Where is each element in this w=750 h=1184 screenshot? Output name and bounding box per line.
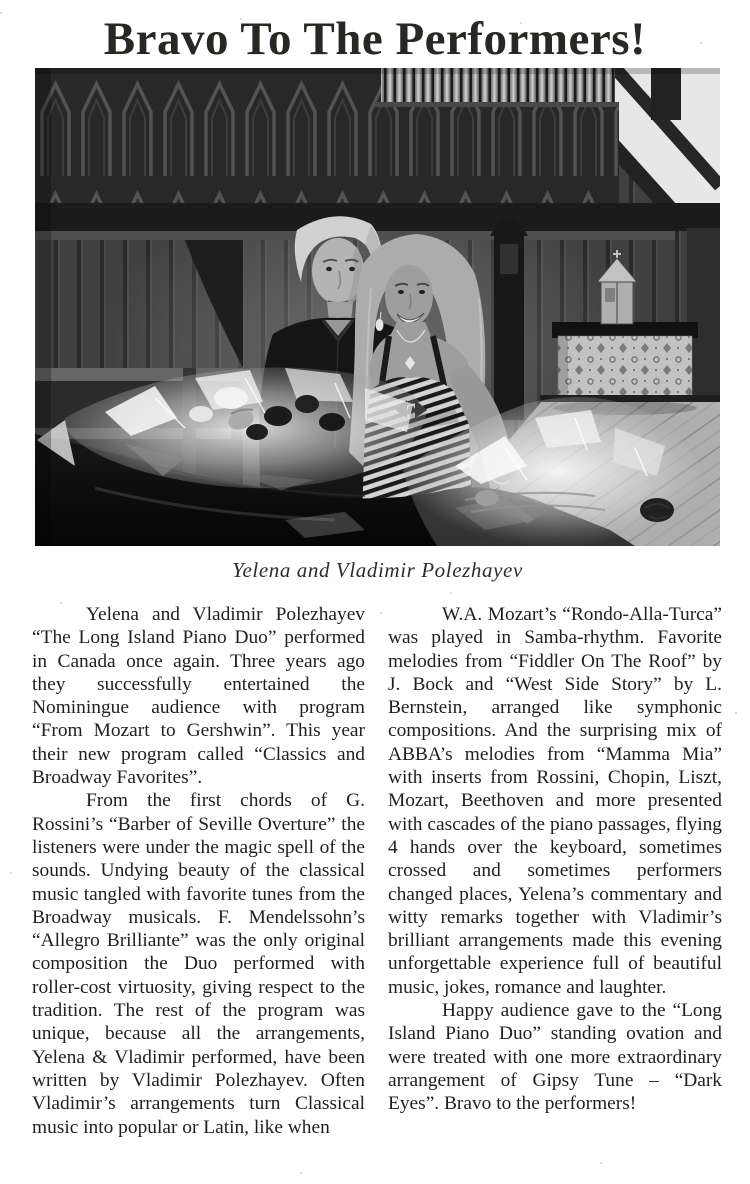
photo-figure — [35, 68, 720, 583]
performers-photo — [35, 68, 720, 546]
photo-caption: Yelena and Vladimir Polezhayev — [232, 558, 523, 582]
newsletter-page — [0, 12, 750, 1184]
photo-vignette-top — [35, 68, 720, 74]
article-paragraph: W.A. Mozart’s “Rondo-Alla-Turca” was played in Samba-rhythm. Favorite melodies from “Fiddler On The Roof” by J. Bock and “West Side Story” by L. Bernstein, arranged like symphonic compositions. And the surprising mix of ABBA’s melodies from “Mamma Mia” with inserts from Rossini, Chopin, Liszt, Mozart, Beethoven and more presented with cascades of the piano passages, flying 4 hands over the keyboard, sometimes crossed and sometimes performers changed places, Yelena’s commentary and witty remarks together with Vladimir’s brilliant arrangements made this evening unforgettable experience full of beautiful music, jokes, romance and laughter. — [388, 604, 722, 998]
scan-speckles — [0, 12, 2, 14]
left-column — [32, 603, 365, 1139]
article-paragraph: Yelena and Vladimir Polezhayev “The Long Island Piano Duo” performed in Canada once again. Three years ago they successfully entertained the Nominingue audience with program “From Mozart to Gershwin”. This year their new program called “Classics and Broadway Favorites”. — [32, 604, 365, 789]
article-paragraph: From the first chords of G. Rossini’s “Barber of Seville Overture” the listeners were under the magic spell of the sounds. Undying beauty of the classical music tangled with favorite tunes from the Broadway musicals. F. Mendelssohn’s “Allegro Brilliante” was the only original composition the Duo performed with roller-cost virtuosity, giving respect to the tradition. The rest of the program was unique, because all the arrangements, Yelena & Vladimir performed, have been written by Vladimir Polezhayev. Often Vladimir’s arrangements turn Classical music into popular or Latin, like when — [32, 790, 365, 1138]
page-title: Bravo To The Performers! — [103, 13, 647, 65]
right-column — [388, 603, 722, 1139]
photo-illustration — [35, 68, 720, 546]
article-columns — [32, 603, 722, 1139]
photo-vignette — [35, 68, 51, 546]
article-paragraph: Happy audience gave to the “Long Island Piano Duo” standing ovation and were treated with one more extraordinary arrangement of Gipsy Tune – “Dark Eyes”. Bravo to the performers! — [388, 1000, 722, 1115]
damask-table — [552, 322, 698, 404]
wall-clock — [490, 218, 528, 420]
